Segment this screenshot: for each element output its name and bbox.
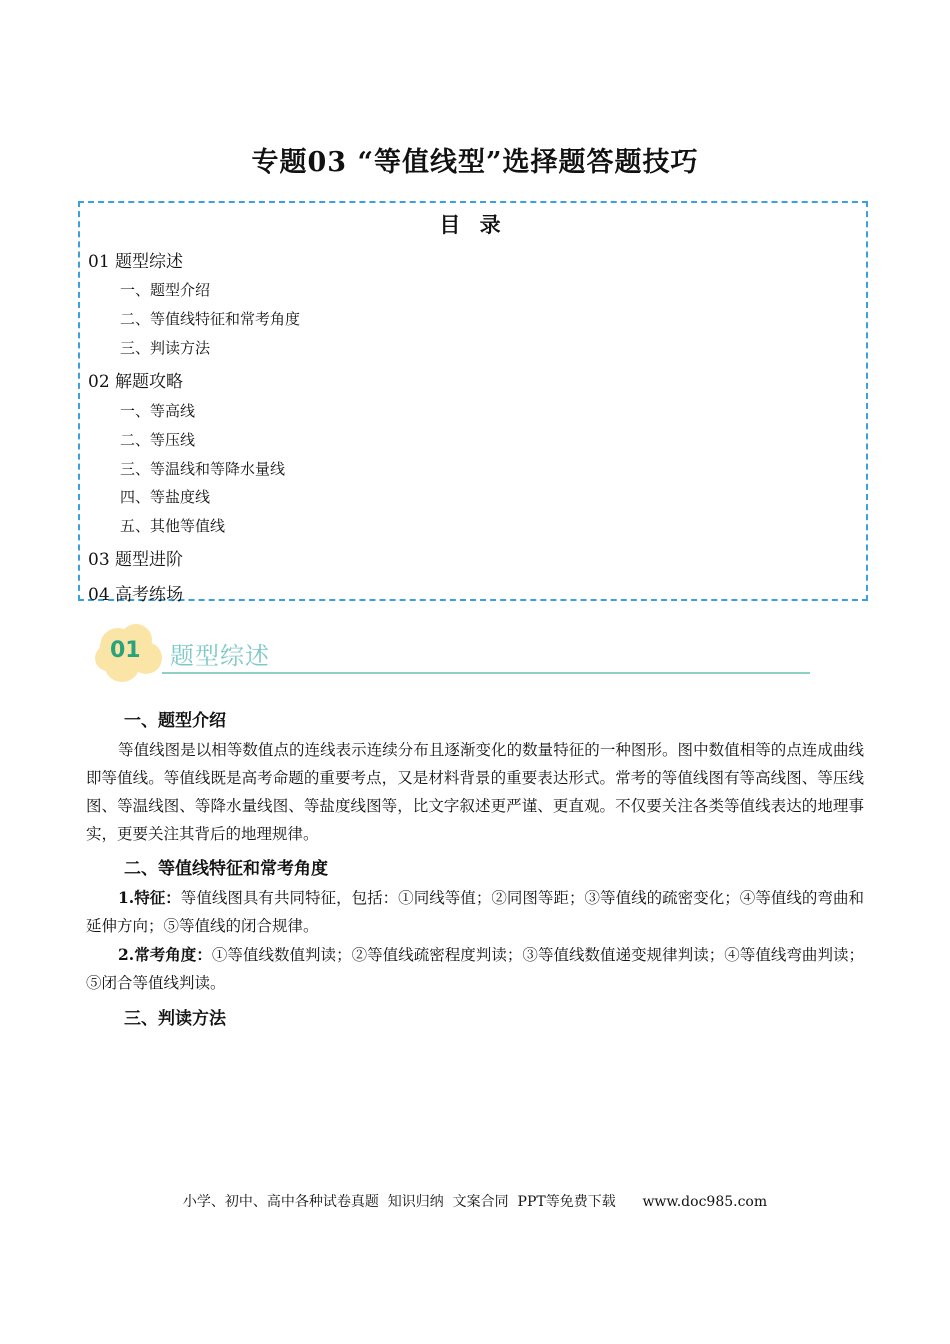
intro-paragraph xyxy=(86,736,864,848)
section-label: 题型综述 xyxy=(170,642,270,670)
toc-sub-other[interactable]: 五、其他等值线 xyxy=(120,517,226,535)
intro-text: 等值线图是以相等数值点的连线表示连续分布且逐渐变化的数量特征的一种图形。图中数值相等的点连成曲线即等值线。等值线既是高考命题的重要考点，又是材料背景的重要表达形式。常考的等值线图有等高线图、等压线图、等温线图、等降水量线图、等盐度线图等，比文字叙述更严谨、更直观。不仅要关注各类等值线表达的地理事实，更要关注其背后的地理规律。 xyxy=(86,741,864,843)
section-number: 01 xyxy=(110,638,141,663)
toc-item-02[interactable]: 02 解题攻略 xyxy=(88,372,184,392)
heading-method: 三、判读方法 xyxy=(124,1009,226,1029)
feature-label: 1.特征： xyxy=(118,888,181,907)
toc-sub-isobar[interactable]: 二、等压线 xyxy=(120,431,196,449)
feature-text: 等值线图具有共同特征，包括：①同线等值；②同图等距；③等值线的疏密变化；④等值线的弯曲和延伸方向；⑤等值线的闭合规律。 xyxy=(86,889,864,935)
section-banner xyxy=(92,620,812,690)
toc-sub-isohaline[interactable]: 四、等盐度线 xyxy=(120,488,211,506)
heading-intro: 一、题型介绍 xyxy=(124,711,226,731)
toc-item-03[interactable]: 03 题型进阶 xyxy=(88,550,184,570)
angles-paragraph xyxy=(86,941,864,997)
page-title: 专题03 “等值线型”选择题答题技巧 xyxy=(251,147,699,178)
section-divider xyxy=(162,672,810,674)
toc-item-01[interactable]: 01 题型综述 xyxy=(88,252,184,272)
angle-label: 2.常考角度： xyxy=(118,945,212,964)
table-of-contents xyxy=(78,201,868,605)
toc-item-04[interactable]: 04 高考练场 xyxy=(88,585,184,605)
toc-sub-isotherm[interactable]: 三、等温线和等降水量线 xyxy=(120,460,286,478)
toc-sub-method[interactable]: 三、判读方法 xyxy=(120,339,211,357)
angle-text: ①等值线数值判读；②等值线疏密程度判读；③等值线数值递变规律判读；④等值线弯曲判读；⑤闭合等值线判读。 xyxy=(86,946,864,992)
toc-sub-contour[interactable]: 一、等高线 xyxy=(120,402,196,420)
page-footer: 小学、初中、高中各种试卷真题 知识归纳 文案合同 PPT等免费下载 www.doc985.com xyxy=(182,1194,768,1210)
toc-sub-intro[interactable]: 一、题型介绍 xyxy=(120,281,211,299)
heading-features: 二、等值线特征和常考角度 xyxy=(124,859,328,879)
toc-heading: 目 录 xyxy=(439,212,507,237)
features-paragraph xyxy=(86,884,864,940)
toc-sub-features[interactable]: 二、等值线特征和常考角度 xyxy=(120,310,301,328)
